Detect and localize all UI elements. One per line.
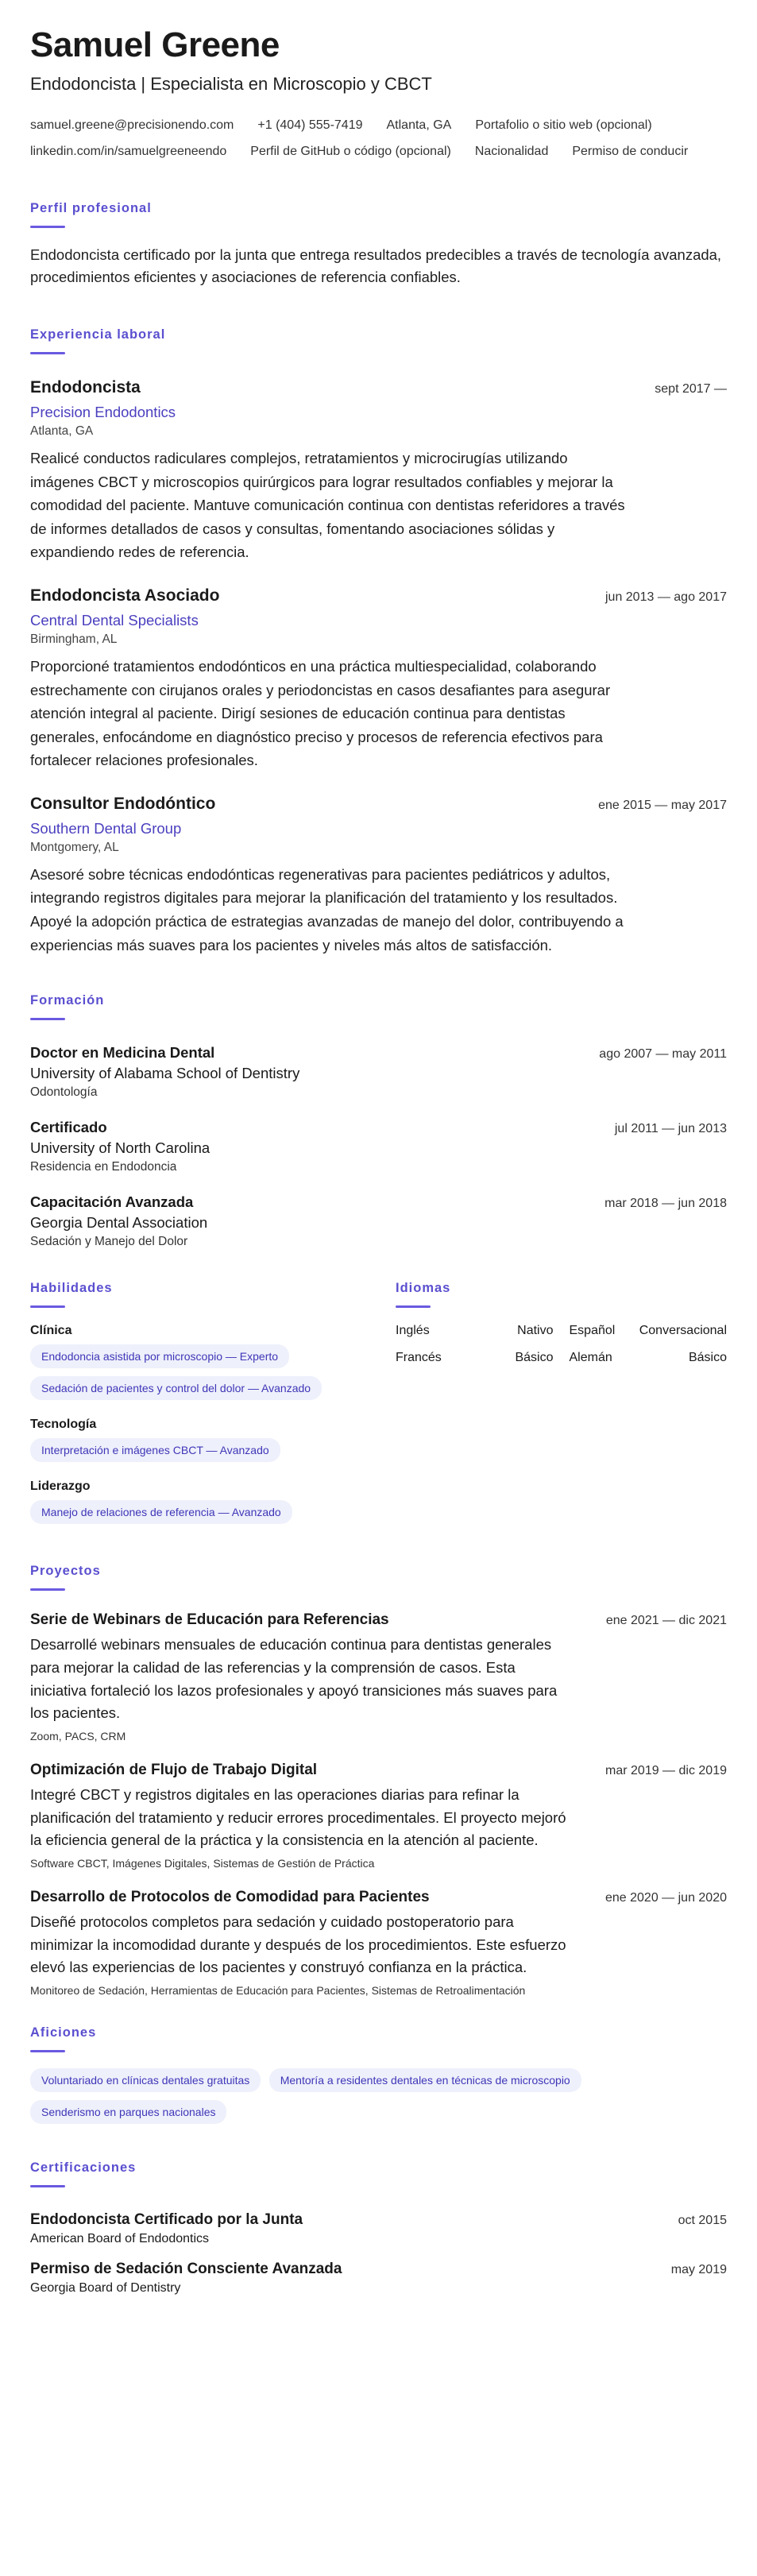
certifications-section [30, 2160, 727, 2296]
section-divider [30, 352, 65, 354]
skill-chip: Manejo de relaciones de referencia — Avanzado [30, 1500, 292, 1524]
skills-languages-section [30, 1281, 727, 1532]
education-dates: ago 2007 — may 2011 [599, 1047, 727, 1062]
certification-issuer: American Board of Endodontics [30, 2231, 210, 2245]
contact-list [30, 112, 727, 164]
project-description: Desarrollé webinars mensuales de educación continua para dentistas generales para mejorar la calidad de las referencias y la comprensión de casos. Esta iniciativa fortaleció los lazos profesionales y apoyó transiciones más suaves para los pacientes. [30, 1636, 558, 1722]
project-dates: ene 2021 — dic 2021 [605, 1614, 727, 1628]
job-location: Atlanta, GA [30, 424, 94, 438]
language-name: Español [569, 1324, 616, 1338]
contact-portfolio[interactable]: Portafolio o sitio web (opcional) [475, 118, 652, 132]
section-divider [30, 2185, 65, 2187]
section-title: Perfil profesional [30, 200, 152, 215]
project-entry [30, 1762, 727, 1870]
skill-chip: Interpretación e imágenes CBCT — Avanzado [30, 1438, 280, 1462]
job-title: Endodoncista [30, 377, 141, 396]
job-location: Montgomery, AL [30, 840, 119, 854]
experience-section [30, 327, 727, 957]
school-name: University of Alabama School of Dentistry [30, 1065, 300, 1082]
project-tech: Software CBCT, Imágenes Digitales, Sistemas de Gestión de Práctica [30, 1856, 375, 1870]
section-divider [30, 1305, 65, 1308]
project-title: Desarrollo de Protocolos de Comodidad para Pacientes [30, 1888, 430, 1905]
language-item [396, 1324, 554, 1338]
project-entry [30, 1611, 727, 1742]
project-tech: Monitoreo de Sedación, Herramientas de Educación para Pacientes, Sistemas de Retroalimentación [30, 1983, 526, 1997]
contact-linkedin[interactable]: linkedin.com/in/samuelgreeneendo [30, 144, 227, 158]
project-title: Optimización de Flujo de Trabajo Digital [30, 1761, 318, 1778]
contact-location: Atlanta, GA [386, 118, 452, 132]
degree-title: Capacitación Avanzada [30, 1193, 194, 1211]
contact-phone[interactable]: +1 (404) 555-7419 [257, 118, 363, 132]
job-description: Asesoré sobre técnicas endodónticas regenerativas para pacientes pediátricos y adultos, integrando registros digitales para mejorar la planificación del tratamiento y los resultados. Apoyé la adopción práctica de estrategias avanzadas de manejo del dolor, contribuyendo a experiencias más suaves para los pacientes y niveles más altos de satisfacción. [30, 865, 624, 953]
experience-entry [30, 586, 727, 772]
certification-date: may 2019 [670, 2262, 727, 2276]
contact-nationality: Nacionalidad [474, 144, 549, 158]
degree-title: Certificado [30, 1119, 107, 1136]
skill-category: Liderazgo [30, 1479, 91, 1494]
skill-category: Clínica [30, 1324, 72, 1338]
hobbies-section [30, 2025, 727, 2132]
field-of-study: Residencia en Endodoncia [30, 1160, 177, 1174]
education-entry [30, 1119, 727, 1174]
certification-issuer: Georgia Board of Dentistry [30, 2280, 181, 2295]
section-divider [396, 1305, 431, 1308]
language-name: Alemán [569, 1351, 612, 1365]
language-item [570, 1324, 728, 1338]
education-entry [30, 1193, 727, 1249]
hobby-chip: Voluntariado en clínicas dentales gratuitas [30, 2068, 261, 2092]
education-dates: jul 2011 — jun 2013 [614, 1122, 727, 1136]
hobby-chip-group [30, 2068, 727, 2132]
language-level: Básico [515, 1351, 554, 1365]
experience-entry [30, 378, 727, 564]
company-name: Southern Dental Group [30, 819, 182, 837]
skill-chip-group [30, 1500, 364, 1532]
project-dates: mar 2019 — dic 2019 [605, 1763, 727, 1777]
job-description: Proporcioné tratamientos endodónticos en una práctica multiespecialidad, colaborando estrechamente con cirujanos orales y periodoncistas en casos desafiantes para asegurar atención integral al paciente. Dirigí sesiones de educación continua para dentistas generales, enfocándome en diagnóstico preciso y procesos de referencia efectivos para fortalecer relaciones profesionales. [30, 657, 611, 769]
project-description: Integré CBCT y registros digitales en las operaciones diarias para refinar la planificación del tratamiento y reducir errores procedimentales. El proyecto mejoró la eficiencia general de la práctica y la consistencia en la atención al paciente. [30, 1785, 566, 1849]
language-level: Básico [688, 1351, 727, 1365]
skill-chip: Endodoncia asistida por microscopio — Experto [30, 1344, 289, 1368]
language-level: Nativo [517, 1324, 554, 1338]
section-title: Habilidades [30, 1281, 113, 1296]
certification-date: oct 2015 [678, 2213, 727, 2227]
job-description: Realicé conductos radiculares complejos, retratamientos y microcirugías utilizando imágenes CBCT y microscopios quirúrgicos para lograr resultados confiables y mejorar la comodidad del paciente. Mantuve comunicación continua con dentistas referidores a través de informes detallados de casos y consultas, fomentando asociaciones sólidas y expandiendo redes de referencia. [30, 449, 625, 561]
certification-title: Endodoncista Certificado por la Junta [30, 2210, 303, 2228]
section-title: Idiomas [396, 1281, 451, 1296]
company-name: Central Dental Specialists [30, 611, 199, 629]
job-title: Endodoncista Asociado [30, 586, 220, 605]
section-title: Experiencia laboral [30, 327, 166, 342]
section-divider [30, 226, 65, 228]
hobby-chip: Senderismo en parques nacionales [30, 2100, 226, 2124]
candidate-name: Samuel Greene [30, 25, 280, 64]
company-name: Precision Endodontics [30, 403, 176, 420]
experience-entry [30, 795, 727, 957]
certification-entry [30, 2211, 727, 2246]
language-list [396, 1324, 727, 1365]
candidate-tagline: Endodoncista | Especialista en Microscopio y CBCT [30, 73, 432, 94]
contact-license: Permiso de conducir [572, 144, 689, 158]
project-tech: Zoom, PACS, CRM [30, 1729, 126, 1742]
job-location: Birmingham, AL [30, 632, 118, 646]
summary-text: Endodoncista certificado por la junta que entrega resultados predecibles a través de tecnología avanzada, procedimientos eficientes y asociaciones de referencia confiables. [30, 246, 722, 286]
language-item [570, 1351, 728, 1365]
education-section [30, 993, 727, 1249]
skill-category: Tecnología [30, 1418, 97, 1432]
job-title: Consultor Endodóntico [30, 794, 216, 813]
school-name: Georgia Dental Association [30, 1214, 208, 1232]
project-description: Diseñé protocolos completos para sedación y cuidado postoperatorio para minimizar la incomodidad durante y después de los procedimientos. Este esfuerzo elevó las experiencias de los pacientes y construyó confianza en la práctica. [30, 1913, 566, 1976]
section-divider [30, 1588, 65, 1591]
languages-column [396, 1281, 727, 1532]
job-dates: sept 2017 — [655, 381, 727, 396]
education-entry [30, 1044, 727, 1100]
skills-column [30, 1281, 364, 1532]
language-item [396, 1351, 554, 1365]
project-entry [30, 1889, 727, 1997]
section-divider [30, 2050, 65, 2052]
section-title: Aficiones [30, 2025, 97, 2040]
section-title: Certificaciones [30, 2160, 137, 2175]
language-name: Inglés [396, 1324, 430, 1338]
hobby-chip: Mentoría a residentes dentales en técnicas de microscopio [269, 2068, 581, 2092]
contact-email[interactable]: samuel.greene@precisionendo.com [30, 118, 234, 132]
language-level: Conversacional [639, 1324, 727, 1338]
section-title: Formación [30, 993, 105, 1008]
education-dates: mar 2018 — jun 2018 [604, 1197, 727, 1211]
section-title: Proyectos [30, 1564, 101, 1579]
job-dates: jun 2013 — ago 2017 [604, 590, 727, 604]
section-divider [30, 1018, 65, 1020]
skill-chip: Sedación de pacientes y control del dolor — Avanzado [30, 1376, 322, 1400]
project-title: Serie de Webinars de Educación para Referencias [30, 1611, 389, 1629]
project-dates: ene 2020 — jun 2020 [604, 1890, 727, 1905]
skill-chip-group [30, 1344, 364, 1408]
certification-title: Permiso de Sedación Consciente Avanzada [30, 2260, 342, 2277]
field-of-study: Sedación y Manejo del Dolor [30, 1235, 188, 1249]
degree-title: Doctor en Medicina Dental [30, 1044, 215, 1062]
job-dates: ene 2015 — may 2017 [598, 798, 727, 812]
language-name: Francés [396, 1351, 442, 1365]
contact-github[interactable]: Perfil de GitHub o código (opcional) [250, 144, 451, 158]
field-of-study: Odontología [30, 1085, 98, 1100]
school-name: University of North Carolina [30, 1139, 210, 1157]
summary-section [30, 201, 727, 289]
certification-entry [30, 2261, 727, 2296]
skill-chip-group [30, 1438, 364, 1470]
projects-section [30, 1564, 727, 1997]
